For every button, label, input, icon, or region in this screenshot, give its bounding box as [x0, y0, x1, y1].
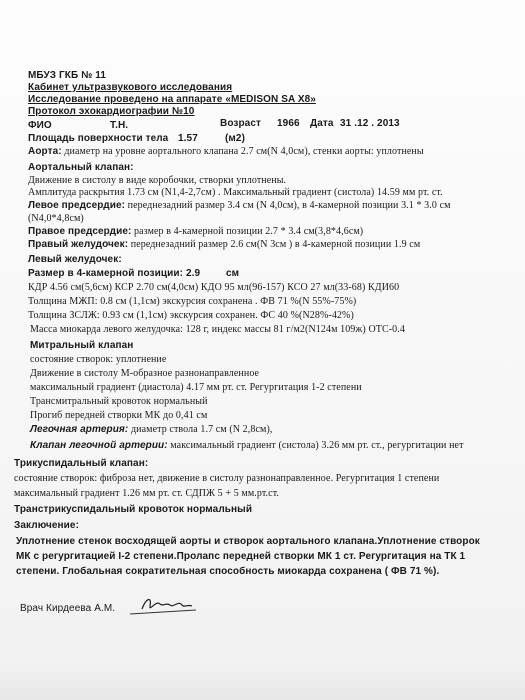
conclusion-line-2: МК с регургитацией I-2 степени.Пролапс передней створки МК 1 ст. Регургитация на ТК 1: [16, 551, 466, 562]
doctor-line: Врач Кирдеева А.М.: [20, 603, 116, 614]
conclusion-line-1: Уплотнение стенок восходящей аорты и створок аортального клапана.Уплотнение створок: [16, 536, 480, 547]
conclusion-line-3: степени. Глобальная сократительная способность миокарда сохранена ( ФВ 71 %).: [16, 566, 440, 577]
lv-mass-line: Масса миокарда левого желудочка: 128 г, индекс массы 81 г/м2(N124м 109ж) ОТС-0.4: [30, 324, 405, 335]
date-value: 31 .12 . 2013: [340, 118, 400, 129]
right-ventricle-line: [28, 239, 420, 251]
mzp-line: Толщина МЖП: 0.8 см (1,1см) экскурсия сохранена . ФВ 71 %(N 55%-75%): [28, 296, 357, 307]
age-value: 1966: [277, 118, 300, 129]
right-ventricle-text: переднезадний размер 2.6 см(N 3см ) в 4-камерной позиции 1.9 см: [130, 239, 421, 250]
tricuspid-line-1: состояние створок: фиброза нет, движение в систолу разнонаправленное. Регургитация 1 степени: [14, 473, 440, 484]
protocol-title: Протокол эхокардиографии №10: [28, 106, 195, 117]
conclusion-heading: Заключение:: [14, 520, 80, 531]
pulmonary-valve-text: максимальный градиент (систола) 3.26 мм рт. ст., регургитации нет: [170, 440, 464, 451]
right-atrium-line: [28, 226, 363, 238]
device-line: Исследование проведено на аппарате «MEDISON SA X8»: [28, 94, 316, 105]
page-bottom-shade: [0, 660, 525, 700]
transtricuspid-line: Транстрикуспидальный кровоток нормальный: [14, 504, 253, 515]
aortic-valve-line-2: Амплитуда раскрытия 1.73 см (N1,4-2,7см) . Максимальный градиент (систола) 14.59 мм рт. ст.: [28, 187, 443, 198]
bsa-unit: (м2): [225, 133, 246, 144]
tricuspid-line-2: максимальный градиент 1.26 мм рт. ст. СДПЖ 5 + 5 мм.рт.ст.: [14, 488, 280, 499]
aorta-text: диаметр на уровне аортального клапана 2.7 см(N 4,0см), стенки аорты: уплотнены: [64, 146, 424, 157]
mitral-line-2: Движение в систолу М-образное разнонаправленное: [30, 368, 260, 379]
lv-size-label: Размер в 4-камерной позиции:: [28, 268, 184, 279]
cabinet-name: Кабинет ультразвукового исследования: [28, 82, 233, 93]
lv-size-unit: см: [226, 268, 240, 279]
age-label: Возраст: [220, 118, 261, 129]
mitral-line-4: Трансмитральный кровоток нормальный: [30, 396, 208, 407]
bsa-value: 1.57: [178, 133, 198, 144]
mitral-line-5: Прогиб передней створки МК до 0,41 см: [30, 410, 208, 421]
right-ventricle-label: Правый желудочек:: [28, 239, 129, 250]
aortic-valve-heading: Аортальный клапан:: [28, 162, 134, 173]
left-ventricle-heading: Левый желудочек:: [28, 254, 122, 265]
pulmonary-artery-line: [30, 424, 272, 436]
date-label: Дата: [310, 118, 334, 129]
lv-size-value: 2.9: [186, 268, 201, 279]
fio-value: Т.Н.: [110, 120, 129, 131]
hospital-name: МБУЗ ГКБ № 11: [28, 70, 107, 81]
aorta-line: [28, 146, 424, 158]
pulmonary-valve-label: Клапан легочной артерии:: [30, 440, 168, 451]
bsa-label: Площадь поверхности тела: [28, 133, 169, 144]
pulmonary-artery-label: Легочная артерия:: [30, 424, 129, 435]
fio-label: ФИО: [28, 120, 52, 131]
pulmonary-artery-text: диаметр ствола 1.7 см (N 2,8см),: [130, 424, 273, 435]
mitral-heading: Митральный клапан: [30, 340, 134, 351]
right-atrium-text: размер в 4-камерной позиции 2.7 * 3.4 см(3,8*4,6см): [134, 226, 364, 237]
aortic-valve-line-1: Движение в систолу в виде коробочки, створки уплотнены.: [28, 175, 287, 186]
right-atrium-label: Правое предсердие:: [28, 226, 132, 237]
left-atrium-norm: (N4,0*4,8см): [28, 213, 84, 224]
mitral-line-1: состояние створок: уплотнение: [30, 354, 167, 365]
tricuspid-heading: Трикуспидальный клапан:: [14, 458, 149, 469]
kdr-line: КДР 4.56 см(5,6см) КСР 2.70 см(4,0см) КДО 95 мл(96-157) КСО 27 мл(33-68) КДИ60: [28, 282, 400, 293]
left-atrium-line: [28, 200, 451, 212]
pulmonary-valve-line: [30, 440, 464, 452]
doctor-signature: [126, 590, 226, 620]
left-atrium-label: Левое предсердие:: [28, 200, 126, 211]
aorta-label: Аорта:: [28, 146, 62, 157]
left-atrium-text: переднезадний размер 3.4 см (N 4,0см), в 4-камерной позиции 3.1 * 3.0 см: [127, 200, 451, 211]
mitral-line-3: максимальный градиент (диастола) 4.17 мм рт. ст. Регургитация 1-2 степени: [30, 382, 362, 393]
zslzh-line: Толщина ЗСЛЖ: 0.93 см (1,1см) экскурсия сохранен. ФС 40 %(N28%-42%): [28, 310, 354, 321]
